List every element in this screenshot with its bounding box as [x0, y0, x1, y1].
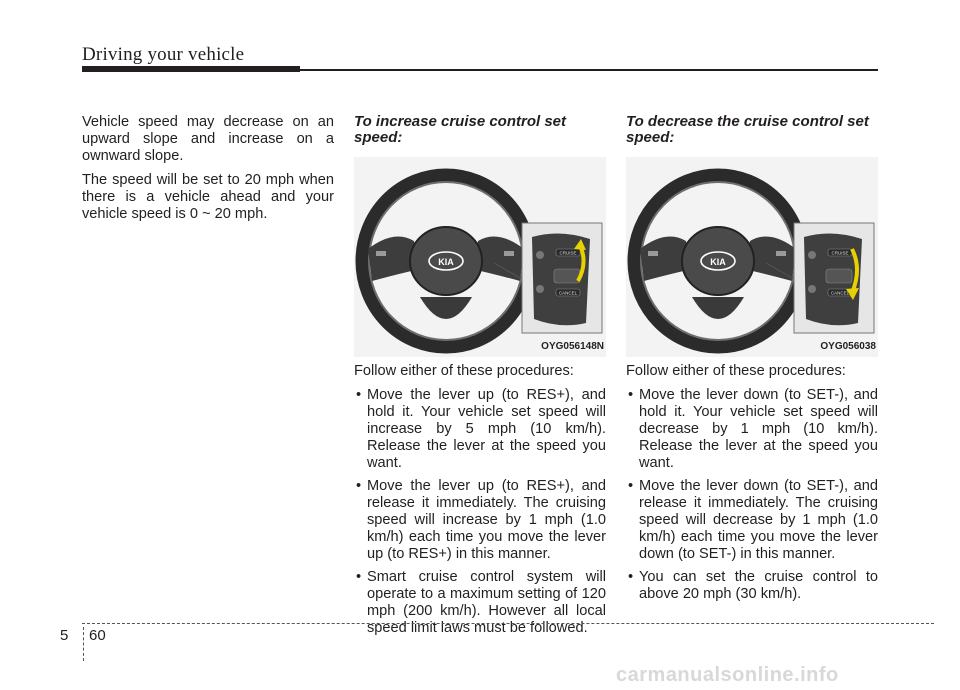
decrease-bullet-list — [626, 387, 878, 603]
list-item: • You can set the cruise control to above 20 mph (30 km/h). — [628, 569, 878, 602]
page-header-title: Driving your vehicle — [82, 44, 245, 65]
header-rule-thin — [300, 69, 878, 71]
decrease-heading: To decrease the cruise control set speed: — [626, 113, 869, 146]
column-decrease — [626, 114, 878, 609]
cancel-switch-label: CANCEL — [558, 290, 578, 296]
list-item: • Move the lever down (to SET-), and release it immediately. The cruising speed will decrease by 1 mph (1.0 km/h) each time you move the lever down (to SET-) in this manner. — [628, 478, 878, 562]
steering-wheel-figure-decrease — [626, 157, 878, 357]
intro-paragraph-1: Vehicle speed may decrease on an upward slope and increase on a ownward slope. — [82, 114, 334, 164]
intro-paragraph-2: The speed will be set to 20 mph when there is a vehicle ahead and your vehicle speed is 0 ~ 20 mph. — [82, 172, 334, 222]
kia-logo: KIA — [710, 257, 726, 267]
column-intro — [82, 114, 334, 230]
steering-wheel-illustration — [354, 157, 606, 357]
cruise-switch-label: CRUISE — [559, 250, 577, 256]
figure-code: OYG056038 — [820, 341, 876, 352]
steering-wheel-illustration — [626, 157, 878, 357]
chapter-number: 5 — [60, 627, 69, 644]
column-increase — [354, 114, 606, 643]
cruise-switch-label: CRUISE — [831, 250, 849, 256]
list-item: • Move the lever up (to RES+), and release it immediately. The cruising speed will increase by 1 mph (1.0 km/h) each time you move the lever up (to RES+) in this manner. — [356, 478, 606, 562]
footer-divider — [83, 627, 84, 661]
figure-code: OYG056148N — [541, 341, 604, 352]
steering-wheel-figure-increase — [354, 157, 606, 357]
kia-logo: KIA — [438, 257, 454, 267]
increase-bullet-list — [354, 387, 606, 637]
decrease-lead: Follow either of these procedures: — [626, 363, 846, 379]
list-item: • Move the lever up (to RES+), and hold it. Your vehicle set speed will increase by 5 mph (10 km/h). Release the lever at the speed you want. — [356, 387, 606, 471]
list-item: • Move the lever down (to SET-), and hold it. Your vehicle set speed will decrease by 1 mph (10 km/h). Release the lever at the speed you want. — [628, 387, 878, 471]
list-item: • Smart cruise control system will operate to a maximum setting of 120 mph (200 km/h). However all local speed limit laws must be followed. — [356, 569, 606, 636]
cancel-switch-label: CANCEL — [830, 290, 850, 296]
header-rule-thick — [82, 66, 300, 72]
increase-heading: To increase cruise control set speed: — [354, 113, 567, 146]
watermark: carmanualsonline.info — [616, 664, 839, 686]
page-number: 60 — [89, 627, 106, 644]
footer-rule — [82, 623, 934, 624]
increase-lead: Follow either of these procedures: — [354, 363, 574, 379]
